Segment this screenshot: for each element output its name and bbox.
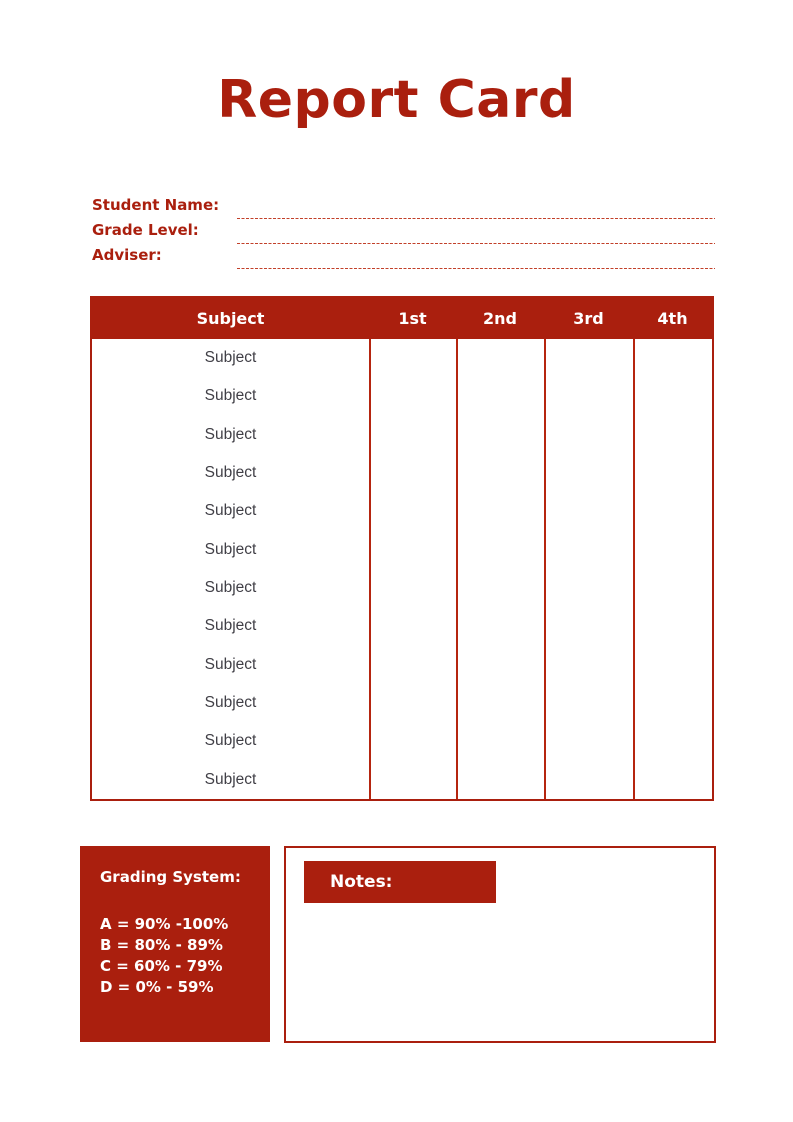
- table-row: [92, 761, 712, 799]
- grade-cell[interactable]: [633, 646, 712, 684]
- grade-cell[interactable]: [456, 492, 544, 530]
- grade-cell[interactable]: [633, 454, 712, 492]
- table-row: [92, 722, 712, 760]
- grading-system-panel: [80, 846, 270, 1042]
- table-row: [92, 607, 712, 645]
- grade-a-range: A = 90% -100%: [100, 915, 229, 933]
- grade-cell[interactable]: [369, 531, 456, 569]
- table-row: [92, 416, 712, 454]
- subject-cell: Subject: [204, 540, 257, 558]
- notes-panel: [284, 846, 716, 1043]
- grade-b-range: B = 80% - 89%: [100, 936, 223, 954]
- subject-cell: Subject: [204, 694, 257, 712]
- grade-cell[interactable]: [544, 454, 633, 492]
- grade-cell[interactable]: [456, 416, 544, 454]
- grade-cell[interactable]: [633, 339, 712, 377]
- grade-cell[interactable]: [456, 377, 544, 415]
- grade-level-label: Grade Level:: [92, 221, 199, 239]
- grade-cell[interactable]: [456, 761, 544, 799]
- grade-cell[interactable]: [369, 454, 456, 492]
- column-header-1st: 1st: [398, 309, 427, 328]
- grade-cell[interactable]: [633, 492, 712, 530]
- subject-cell: Subject: [204, 732, 257, 750]
- grade-cell[interactable]: [369, 339, 456, 377]
- column-header-3rd: 3rd: [573, 309, 604, 328]
- grade-cell[interactable]: [544, 531, 633, 569]
- grade-cell[interactable]: [544, 339, 633, 377]
- grade-cell[interactable]: [544, 569, 633, 607]
- grade-cell[interactable]: [456, 454, 544, 492]
- grading-scale-list: [100, 914, 260, 998]
- grade-level-row: [92, 219, 715, 244]
- subject-cell: Subject: [204, 655, 257, 673]
- table-row: [92, 531, 712, 569]
- adviser-label: Adviser:: [92, 246, 162, 264]
- grade-cell[interactable]: [544, 684, 633, 722]
- grading-system-title: Grading System:: [100, 868, 241, 886]
- grade-cell[interactable]: [633, 531, 712, 569]
- table-row: [92, 377, 712, 415]
- grade-cell[interactable]: [369, 377, 456, 415]
- grade-cell[interactable]: [633, 722, 712, 760]
- page-title: Report Card: [217, 70, 576, 130]
- notes-label: Notes:: [330, 872, 393, 892]
- grade-cell[interactable]: [544, 761, 633, 799]
- grade-cell[interactable]: [544, 416, 633, 454]
- column-header-subject: Subject: [196, 309, 265, 328]
- grade-cell[interactable]: [633, 684, 712, 722]
- grade-cell[interactable]: [544, 646, 633, 684]
- grade-cell[interactable]: [369, 646, 456, 684]
- subject-cell: Subject: [204, 349, 257, 367]
- grade-cell[interactable]: [633, 377, 712, 415]
- grades-table-header: [92, 298, 712, 339]
- grade-cell[interactable]: [369, 492, 456, 530]
- grade-cell[interactable]: [633, 761, 712, 799]
- subject-cell: Subject: [204, 464, 257, 482]
- grade-cell[interactable]: [456, 684, 544, 722]
- grade-cell[interactable]: [456, 722, 544, 760]
- grade-cell[interactable]: [544, 607, 633, 645]
- grade-cell[interactable]: [456, 569, 544, 607]
- grade-cell[interactable]: [544, 377, 633, 415]
- adviser-row: [92, 244, 715, 269]
- grades-table-body: [92, 339, 712, 799]
- student-name-line[interactable]: [237, 212, 715, 219]
- grade-cell[interactable]: [369, 761, 456, 799]
- student-name-label: Student Name:: [92, 196, 220, 214]
- student-name-row: [92, 194, 715, 219]
- grade-cell[interactable]: [369, 684, 456, 722]
- grade-level-line[interactable]: [237, 237, 715, 244]
- grade-cell[interactable]: [633, 416, 712, 454]
- student-info-section: [92, 194, 715, 269]
- table-row: [92, 646, 712, 684]
- subject-cell: Subject: [204, 502, 257, 520]
- grade-c-range: C = 60% - 79%: [100, 957, 223, 975]
- table-row: [92, 492, 712, 530]
- table-row: [92, 454, 712, 492]
- grade-cell[interactable]: [544, 492, 633, 530]
- subject-cell: Subject: [204, 425, 257, 443]
- grade-cell[interactable]: [456, 607, 544, 645]
- table-row: [92, 569, 712, 607]
- column-header-2nd: 2nd: [483, 309, 517, 328]
- table-row: [92, 339, 712, 377]
- subject-cell: Subject: [204, 579, 257, 597]
- subject-cell: Subject: [204, 387, 257, 405]
- grade-cell[interactable]: [633, 607, 712, 645]
- grade-cell[interactable]: [369, 416, 456, 454]
- notes-content-area[interactable]: [304, 914, 696, 1031]
- subject-cell: Subject: [204, 770, 257, 788]
- grades-table: [90, 296, 714, 801]
- grade-cell[interactable]: [369, 722, 456, 760]
- grade-cell[interactable]: [456, 339, 544, 377]
- grade-cell[interactable]: [369, 569, 456, 607]
- grade-cell[interactable]: [369, 607, 456, 645]
- grade-d-range: D = 0% - 59%: [100, 978, 214, 996]
- grade-cell[interactable]: [456, 531, 544, 569]
- table-row: [92, 684, 712, 722]
- subject-cell: Subject: [204, 617, 257, 635]
- grade-cell[interactable]: [633, 569, 712, 607]
- grade-cell[interactable]: [544, 722, 633, 760]
- grade-cell[interactable]: [456, 646, 544, 684]
- notes-tab: [304, 861, 496, 903]
- adviser-line[interactable]: [237, 262, 715, 269]
- column-header-4th: 4th: [657, 309, 688, 328]
